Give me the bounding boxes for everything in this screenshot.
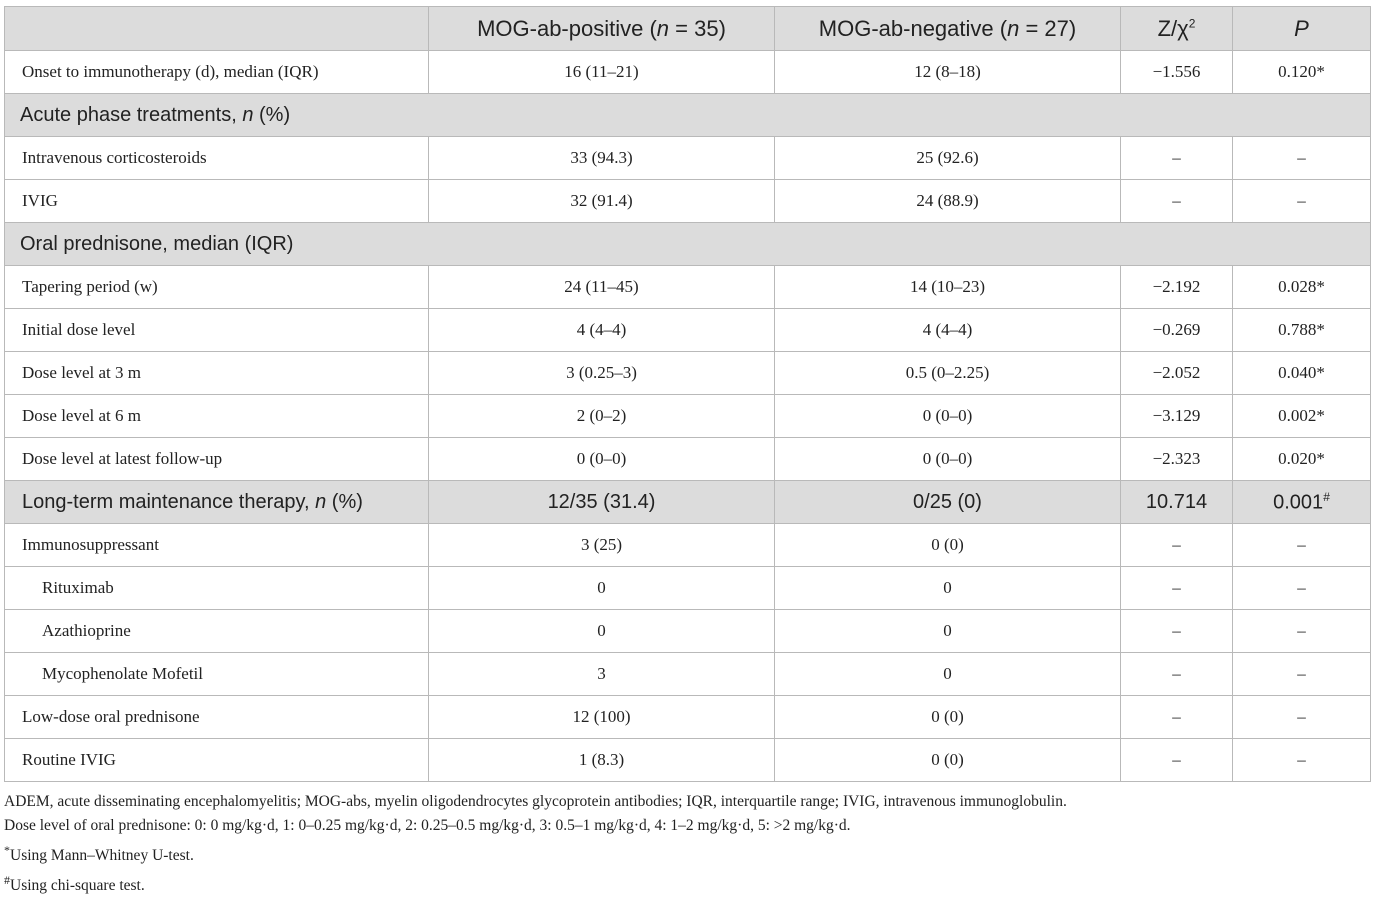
cell-negative: 0 bbox=[775, 653, 1121, 696]
cell-negative: 0 (0–0) bbox=[775, 395, 1121, 438]
cell-negative: 0 (0) bbox=[775, 696, 1121, 739]
row-label: Immunosuppressant bbox=[5, 524, 429, 567]
header-mog-negative: MOG-ab-negative (n = 27) bbox=[775, 7, 1121, 51]
footnote-mann-whitney: *Using Mann–Whitney U-test. bbox=[4, 843, 194, 865]
row-label: Mycophenolate Mofetil bbox=[5, 653, 429, 696]
cell-statistic: – bbox=[1121, 524, 1233, 567]
table-row bbox=[5, 395, 1371, 438]
footnote-chi-square: #Using chi-square test. bbox=[4, 873, 145, 895]
section-heading-oral: Oral prednisone, median (IQR) bbox=[5, 223, 1371, 266]
row-label: Tapering period (w) bbox=[5, 266, 429, 309]
row-label: Dose level at 3 m bbox=[5, 352, 429, 395]
cell-negative: 0/25 (0) bbox=[775, 481, 1121, 524]
table-row bbox=[5, 653, 1371, 696]
row-label: Intravenous corticosteroids bbox=[5, 137, 429, 180]
cell-negative: 14 (10–23) bbox=[775, 266, 1121, 309]
cell-statistic: −2.192 bbox=[1121, 266, 1233, 309]
section-heading-acute: Acute phase treatments, n (%) bbox=[5, 94, 1371, 137]
table-row bbox=[5, 696, 1371, 739]
header-p-value: P bbox=[1233, 7, 1371, 51]
cell-positive: 12/35 (31.4) bbox=[429, 481, 775, 524]
cell-negative: 25 (92.6) bbox=[775, 137, 1121, 180]
table-row bbox=[5, 180, 1371, 223]
cell-positive: 16 (11–21) bbox=[429, 51, 775, 94]
cell-statistic: – bbox=[1121, 137, 1233, 180]
cell-positive: 3 bbox=[429, 653, 775, 696]
row-label: IVIG bbox=[5, 180, 429, 223]
cell-positive: 1 (8.3) bbox=[429, 739, 775, 782]
table-row bbox=[5, 438, 1371, 481]
section-row-oral bbox=[5, 223, 1371, 266]
cell-p-value: 0.002* bbox=[1233, 395, 1371, 438]
table-row bbox=[5, 567, 1371, 610]
cell-positive: 2 (0–2) bbox=[429, 395, 775, 438]
table-row bbox=[5, 610, 1371, 653]
cell-negative: 0.5 (0–2.25) bbox=[775, 352, 1121, 395]
cell-negative: 4 (4–4) bbox=[775, 309, 1121, 352]
cell-negative: 0 bbox=[775, 567, 1121, 610]
table-row bbox=[5, 137, 1371, 180]
cell-p-value: – bbox=[1233, 180, 1371, 223]
cell-negative: 0 (0) bbox=[775, 524, 1121, 567]
row-label: Azathioprine bbox=[5, 610, 429, 653]
cell-statistic: – bbox=[1121, 567, 1233, 610]
cell-negative: 0 (0–0) bbox=[775, 438, 1121, 481]
cell-statistic: – bbox=[1121, 696, 1233, 739]
cell-positive: 0 bbox=[429, 567, 775, 610]
cell-statistic: – bbox=[1121, 610, 1233, 653]
row-label: Dose level at 6 m bbox=[5, 395, 429, 438]
cell-p-value: 0.788* bbox=[1233, 309, 1371, 352]
cell-p-value: 0.120* bbox=[1233, 51, 1371, 94]
section-row-acute bbox=[5, 94, 1371, 137]
cell-positive: 12 (100) bbox=[429, 696, 775, 739]
header-mog-positive: MOG-ab-positive (n = 35) bbox=[429, 7, 775, 51]
cell-p-value: – bbox=[1233, 610, 1371, 653]
header-label bbox=[5, 7, 429, 51]
cell-positive: 0 bbox=[429, 610, 775, 653]
cell-p-value: – bbox=[1233, 653, 1371, 696]
cell-positive: 24 (11–45) bbox=[429, 266, 775, 309]
cell-p-value: – bbox=[1233, 696, 1371, 739]
cell-p-value: – bbox=[1233, 137, 1371, 180]
cell-statistic: – bbox=[1121, 739, 1233, 782]
table-row bbox=[5, 309, 1371, 352]
row-label: Low-dose oral prednisone bbox=[5, 696, 429, 739]
cell-statistic: −2.323 bbox=[1121, 438, 1233, 481]
table-row bbox=[5, 51, 1371, 94]
cell-statistic: −0.269 bbox=[1121, 309, 1233, 352]
row-label: Routine IVIG bbox=[5, 739, 429, 782]
table-row bbox=[5, 352, 1371, 395]
cell-p-value: 0.020* bbox=[1233, 438, 1371, 481]
row-label: Rituximab bbox=[5, 567, 429, 610]
table-row bbox=[5, 739, 1371, 782]
cell-p-value: 0.028* bbox=[1233, 266, 1371, 309]
cell-p-value: – bbox=[1233, 524, 1371, 567]
cell-p-value: 0.001# bbox=[1233, 481, 1371, 524]
table-row bbox=[5, 266, 1371, 309]
cell-p-value: – bbox=[1233, 739, 1371, 782]
table-footnotes bbox=[4, 790, 1370, 898]
cell-positive: 32 (91.4) bbox=[429, 180, 775, 223]
cell-negative: 24 (88.9) bbox=[775, 180, 1121, 223]
cell-positive: 33 (94.3) bbox=[429, 137, 775, 180]
row-label: Long-term maintenance therapy, n (%) bbox=[5, 481, 429, 524]
cell-p-value: 0.040* bbox=[1233, 352, 1371, 395]
footnote-abbreviations: ADEM, acute disseminating encephalomyelitis; MOG-abs, myelin oligodendrocytes glycoprotein antibodies; IQR, interquartile range; IVIG, intravenous immunoglobulin. bbox=[4, 793, 1067, 810]
footnote-dose-levels: Dose level of oral prednisone: 0: 0 mg/kg·d, 1: 0–0.25 mg/kg·d, 2: 0.25–0.5 mg/kg·d, 3: 0.5–1 mg/kg·d, 4: 1–2 mg/kg·d, 5: >2 mg/kg·d. bbox=[4, 817, 851, 834]
row-label: Dose level at latest follow-up bbox=[5, 438, 429, 481]
cell-statistic: −1.556 bbox=[1121, 51, 1233, 94]
cell-statistic: – bbox=[1121, 180, 1233, 223]
row-label: Onset to immunotherapy (d), median (IQR) bbox=[5, 51, 429, 94]
cell-p-value: – bbox=[1233, 567, 1371, 610]
cell-positive: 4 (4–4) bbox=[429, 309, 775, 352]
cell-positive: 3 (25) bbox=[429, 524, 775, 567]
header-statistic: $Z/\chi^2$ bbox=[1121, 7, 1233, 51]
cell-negative: 12 (8–18) bbox=[775, 51, 1121, 94]
cell-positive: 0 (0–0) bbox=[429, 438, 775, 481]
table-row bbox=[5, 524, 1371, 567]
header-row bbox=[5, 7, 1371, 51]
cell-negative: 0 (0) bbox=[775, 739, 1121, 782]
cell-statistic: – bbox=[1121, 653, 1233, 696]
cell-positive: 3 (0.25–3) bbox=[429, 352, 775, 395]
cell-statistic: 10.714 bbox=[1121, 481, 1233, 524]
results-table bbox=[4, 6, 1371, 782]
table-row-highlight bbox=[5, 481, 1371, 524]
row-label: Initial dose level bbox=[5, 309, 429, 352]
cell-statistic: −3.129 bbox=[1121, 395, 1233, 438]
cell-negative: 0 bbox=[775, 610, 1121, 653]
results-table-container bbox=[4, 6, 1370, 782]
cell-statistic: −2.052 bbox=[1121, 352, 1233, 395]
